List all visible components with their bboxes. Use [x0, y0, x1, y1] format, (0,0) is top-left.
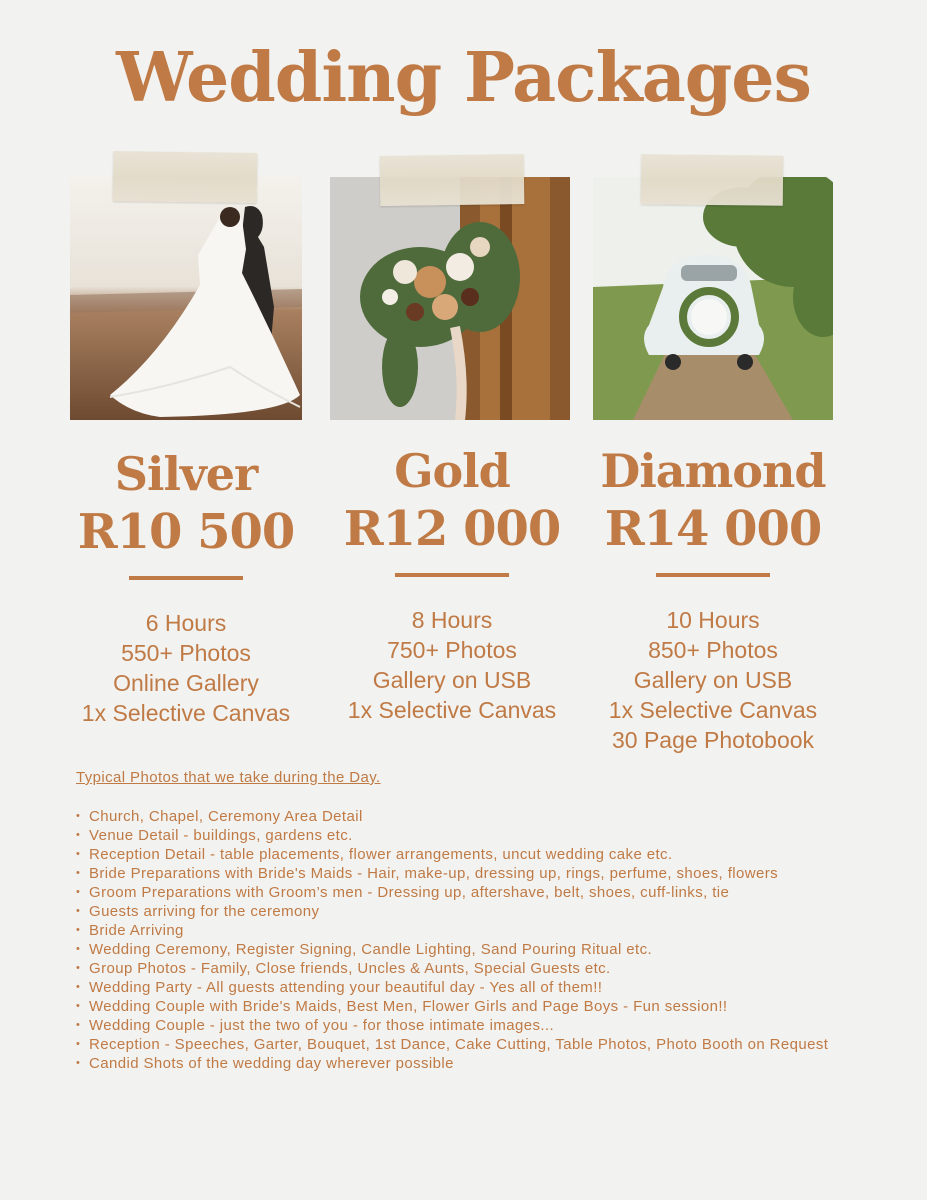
feature-item: Gallery on USB: [633, 667, 793, 693]
list-item: • Church, Chapel, Ceremony Area Detail: [76, 807, 866, 826]
feature-item: Gallery on USB: [372, 667, 532, 693]
list-item: • Wedding Couple with Bride's Maids, Best Men, Flower Girls and Page Boys - Fun session!!: [76, 997, 866, 1016]
package-price: R12 000: [343, 501, 561, 557]
list-item: • Wedding Ceremony, Register Signing, Candle Lighting, Sand Pouring Ritual etc.: [76, 940, 866, 959]
package-features: [70, 608, 302, 728]
package-gold: [330, 442, 574, 725]
list-item: • Candid Shots of the wedding day wherever possible: [76, 1054, 866, 1073]
package-name: Gold: [394, 444, 510, 498]
package-features: [593, 605, 833, 755]
feature-item: 850+ Photos: [648, 637, 778, 663]
package-diamond: [593, 442, 833, 755]
divider-rule: [395, 573, 509, 577]
feature-item: Online Gallery: [113, 670, 259, 696]
feature-item: 1x Selective Canvas: [347, 697, 557, 723]
feature-item: 1x Selective Canvas: [608, 697, 818, 723]
list-item: • Guests arriving for the ceremony: [76, 902, 866, 921]
tape-strip: [641, 154, 784, 205]
package-price: R14 000: [604, 501, 822, 557]
package-name: Silver: [114, 447, 258, 501]
feature-item: 6 Hours: [145, 610, 227, 636]
list-item: • Wedding Couple - just the two of you - for those intimate images...: [76, 1016, 866, 1035]
package-features: [330, 605, 574, 725]
list-item: • Groom Preparations with Groom’s men - Dressing up, aftershave, belt, shoes, cuff-links, tie: [76, 883, 866, 902]
typical-photos-heading: Typical Photos that we take during the Day.: [76, 769, 381, 786]
divider-rule: [129, 576, 243, 580]
list-item: • Reception Detail - table placements, flower arrangements, uncut wedding cake etc.: [76, 845, 866, 864]
package-name: Diamond: [600, 444, 826, 498]
list-item: • Bride Arriving: [76, 921, 866, 940]
tape-strip: [113, 151, 258, 203]
list-item: • Reception - Speeches, Garter, Bouquet, 1st Dance, Cake Cutting, Table Photos, Photo Booth on Request: [76, 1035, 866, 1054]
typical-photos-list: [76, 807, 866, 1073]
package-silver: [70, 445, 302, 728]
list-item: • Venue Detail - buildings, gardens etc.: [76, 826, 866, 845]
feature-item: 8 Hours: [411, 607, 493, 633]
tape-strip: [380, 154, 525, 206]
list-item: • Wedding Party - All guests attending your beautiful day - Yes all of them!!: [76, 978, 866, 997]
list-item: • Bride Preparations with Bride's Maids - Hair, make-up, dressing up, rings, perfume, shoes, flowers: [76, 864, 866, 883]
feature-item: 1x Selective Canvas: [81, 700, 291, 726]
bride-and-groom-photo: [70, 177, 302, 420]
just-married-car-photo: [593, 177, 833, 420]
feature-item: 550+ Photos: [121, 640, 251, 666]
package-price: R10 500: [77, 504, 295, 560]
page-title: Wedding Packages: [116, 38, 811, 118]
feature-item: 10 Hours: [666, 607, 760, 633]
feature-item: 750+ Photos: [387, 637, 517, 663]
list-item: • Group Photos - Family, Close friends, Uncles & Aunts, Special Guests etc.: [76, 959, 866, 978]
bridal-bouquet-photo: [330, 177, 570, 420]
feature-item: 30 Page Photobook: [611, 727, 815, 753]
divider-rule: [656, 573, 770, 577]
